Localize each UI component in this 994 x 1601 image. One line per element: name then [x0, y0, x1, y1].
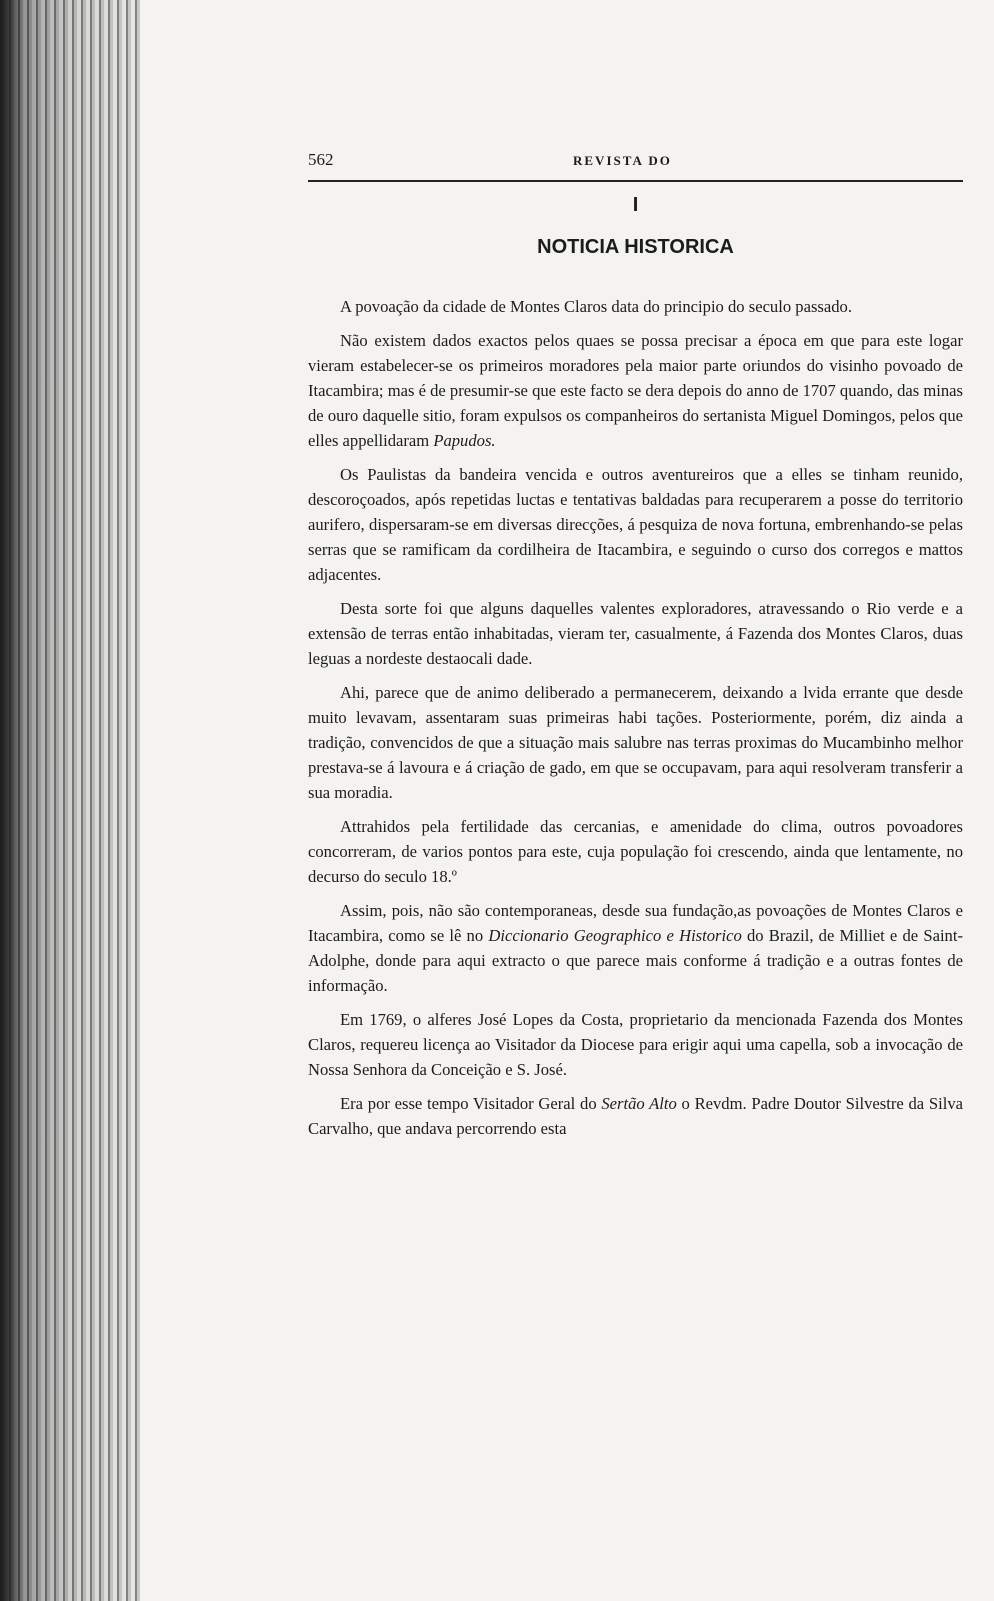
- paragraph-6: Attrahidos pela fertilidade das cercanias, e amenidade do clima, outros povoadores concorreram, de varios pontos para este, cuja população foi crescendo, ainda que lentamente, no decurso do seculo 18.º: [308, 817, 963, 886]
- paragraph-3: Os Paulistas da bandeira vencida e outros aventureiros que a elles se tinham reunido, descoroçoados, após repetidas luctas e tentativas baldadas para recuperarem a posse do territorio aurifero, dispersaram-se em diversas direcções, á pesquiza de nova fortuna, embrenhando-se pelas serras que se ramificam da cordilheira de Itacambira, e seguindo o curso dos corregos e mattos adjacentes.: [308, 465, 963, 584]
- section-title: NOTICIA HISTORICA: [537, 236, 734, 258]
- paragraph-7: Assim, pois, não são contemporaneas, desde sua fundação,as povoações de Montes Claros e Itacambira, como se lê no Diccionario Geographico e Historico do Brazil, de Milliet e de Saint-Adolphe, donde para aqui extracto o que parece mais conforme á tradição e a outras fontes de informação.: [308, 901, 963, 995]
- page-number: 562: [308, 150, 334, 169]
- paragraph-9: Era por esse tempo Visitador Geral do Sertão Alto o Revdm. Padre Doutor Silvestre da Silva Carvalho, que andava percorrendo esta: [308, 1094, 963, 1138]
- italic-title: Diccionario Geographico e Historico: [488, 926, 742, 945]
- paragraph-4: Desta sorte foi que alguns daquelles valentes exploradores, atravessando o Rio verde e a extensão de terras então inhabitadas, vieram ter, casualmente, á Fazenda dos Montes Claros, duas leguas a nordeste destaocali dade.: [308, 599, 963, 668]
- paragraph-1: A povoação da cidade de Montes Claros data do principio do seculo passado.: [340, 297, 852, 316]
- paragraph-8: Em 1769, o alferes José Lopes da Costa, proprietario da mencionada Fazenda dos Montes Claros, requereu licença ao Visitador da Diocese para erigir aqui uma capella, sob a invocação de Nossa Senhora da Conceição e S. José.: [308, 1010, 963, 1079]
- paragraph-2: Não existem dados exactos pelos quaes se possa precisar a época em que para este logar vieram estabelecer-se os primeiros moradores pela maior parte oriundos do visinho povoado de Itacambira; mas é de presumir-se que este facto se dera depois do anno de 1707 quando, das minas de ouro daquelle sitio, foram expulsos os companheiros do sertanista Miguel Domingos, pelos que elles appellidaram Papudos.: [308, 331, 963, 450]
- running-head: [308, 140, 963, 182]
- body-text: [308, 294, 963, 1141]
- paragraph-5: Ahi, parece que de animo deliberado a permanecerem, deixando a lvida errante que desde muito levavam, assentaram suas primeiras habi tações. Posteriormente, porém, diz ainda a tradição, convencidos de que a situação mais salubre nas terras proximas do Mucambinho melhor prestava-se á lavoura e á criação de gado, em que se occupavam, para aqui resolveram transferir a sua moradia.: [308, 683, 963, 802]
- running-title: REVISTA DO: [573, 153, 672, 168]
- section-numeral: I: [632, 194, 639, 216]
- italic-term: Papudos.: [433, 431, 496, 450]
- page-content: [308, 140, 963, 1150]
- spine-edge: [0, 0, 24, 1601]
- italic-place: Sertão Alto: [601, 1094, 677, 1113]
